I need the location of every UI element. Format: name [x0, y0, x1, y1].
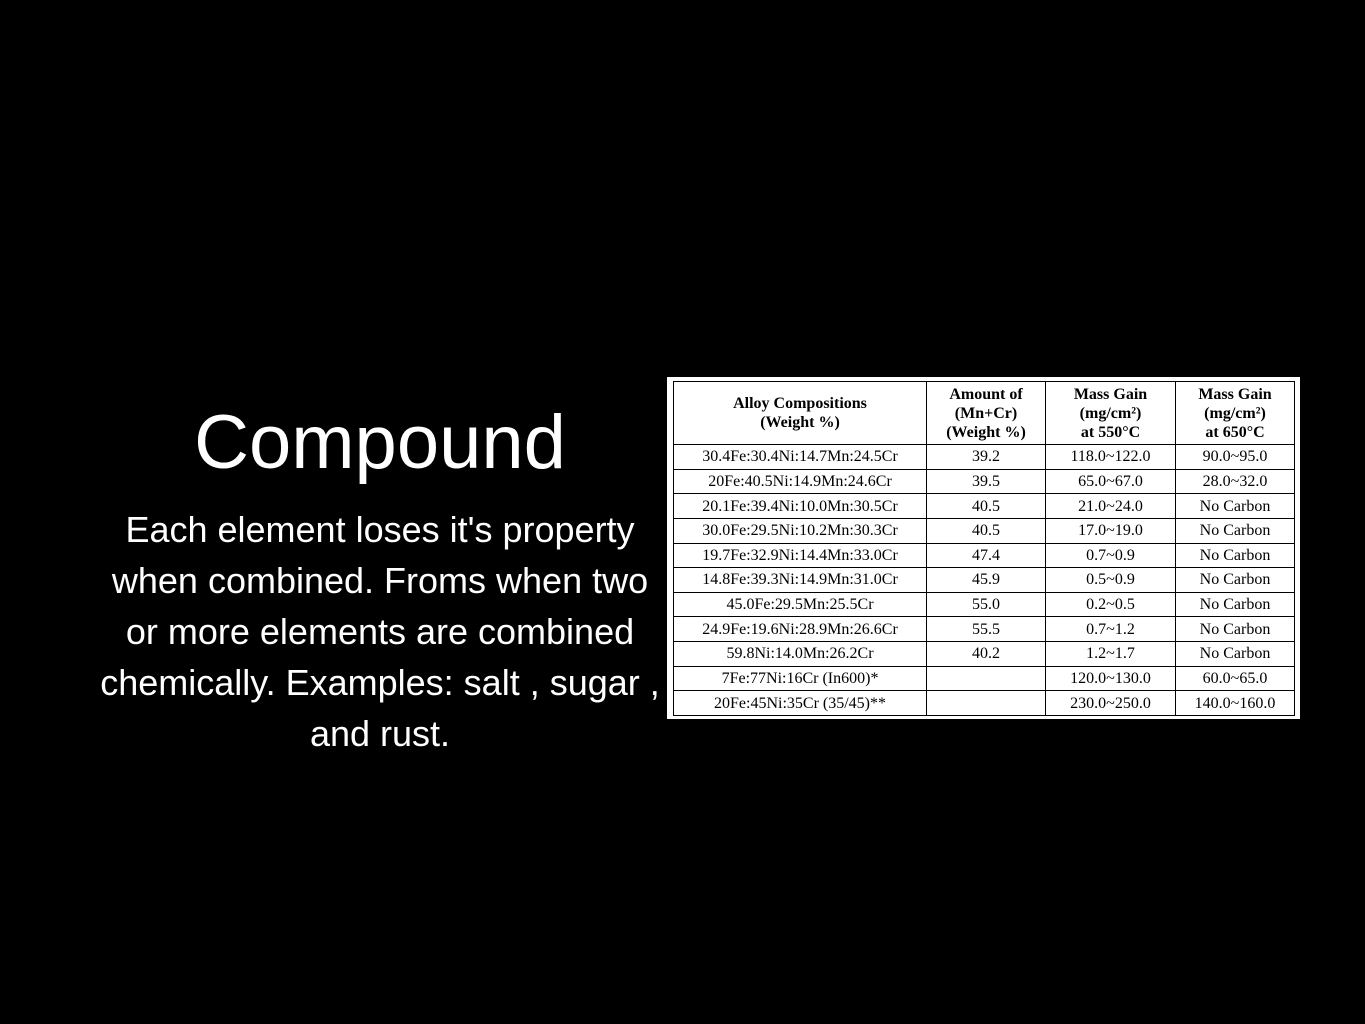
header-mass-gain-550: Mass Gain (mg/cm²) at 550°C — [1046, 382, 1176, 445]
cell-amount-mn-cr: 40.5 — [927, 494, 1046, 519]
table-row — [674, 642, 1295, 667]
cell-mass-gain-650: 60.0~65.0 — [1176, 666, 1295, 691]
cell-mass-gain-650: 140.0~160.0 — [1176, 691, 1295, 716]
cell-mass-gain-550: 1.2~1.7 — [1046, 642, 1176, 667]
cell-mass-gain-550: 21.0~24.0 — [1046, 494, 1176, 519]
cell-alloy-composition: 20Fe:45Ni:35Cr (35/45)** — [674, 691, 927, 716]
slide-title: Compound — [194, 400, 566, 485]
cell-amount-mn-cr: 40.2 — [927, 642, 1046, 667]
cell-alloy-composition: 59.8Ni:14.0Mn:26.2Cr — [674, 642, 927, 667]
cell-amount-mn-cr: 39.5 — [927, 469, 1046, 494]
alloy-table-image — [667, 377, 1300, 719]
cell-mass-gain-650: No Carbon — [1176, 617, 1295, 642]
cell-alloy-composition: 20.1Fe:39.4Ni:10.0Mn:30.5Cr — [674, 494, 927, 519]
table-row — [674, 666, 1295, 691]
cell-amount-mn-cr: 55.5 — [927, 617, 1046, 642]
cell-amount-mn-cr: 55.0 — [927, 592, 1046, 617]
table-row — [674, 469, 1295, 494]
table-row — [674, 691, 1295, 716]
table-row — [674, 494, 1295, 519]
cell-mass-gain-650: No Carbon — [1176, 592, 1295, 617]
alloy-composition-table — [673, 381, 1295, 716]
cell-mass-gain-650: No Carbon — [1176, 494, 1295, 519]
cell-alloy-composition: 30.0Fe:29.5Ni:10.2Mn:30.3Cr — [674, 518, 927, 543]
header-amount-mn-cr: Amount of (Mn+Cr) (Weight %) — [927, 382, 1046, 445]
cell-mass-gain-550: 0.2~0.5 — [1046, 592, 1176, 617]
cell-mass-gain-650: No Carbon — [1176, 543, 1295, 568]
table-body — [674, 445, 1295, 716]
cell-mass-gain-650: No Carbon — [1176, 642, 1295, 667]
cell-mass-gain-550: 0.7~1.2 — [1046, 617, 1176, 642]
cell-mass-gain-650: 90.0~95.0 — [1176, 445, 1295, 470]
header-mass-gain-650: Mass Gain (mg/cm²) at 650°C — [1176, 382, 1295, 445]
cell-mass-gain-550: 118.0~122.0 — [1046, 445, 1176, 470]
table-row — [674, 592, 1295, 617]
cell-alloy-composition: 24.9Fe:19.6Ni:28.9Mn:26.6Cr — [674, 617, 927, 642]
cell-mass-gain-550: 0.5~0.9 — [1046, 568, 1176, 593]
cell-mass-gain-550: 120.0~130.0 — [1046, 666, 1176, 691]
table-row — [674, 543, 1295, 568]
cell-mass-gain-550: 65.0~67.0 — [1046, 469, 1176, 494]
cell-amount-mn-cr: 47.4 — [927, 543, 1046, 568]
cell-alloy-composition: 20Fe:40.5Ni:14.9Mn:24.6Cr — [674, 469, 927, 494]
table-row — [674, 617, 1295, 642]
cell-mass-gain-550: 0.7~0.9 — [1046, 543, 1176, 568]
cell-mass-gain-650: No Carbon — [1176, 568, 1295, 593]
cell-mass-gain-650: No Carbon — [1176, 518, 1295, 543]
table-row — [674, 568, 1295, 593]
cell-mass-gain-550: 17.0~19.0 — [1046, 518, 1176, 543]
header-alloy-compositions: Alloy Compositions (Weight %) — [674, 382, 927, 445]
cell-amount-mn-cr: 40.5 — [927, 518, 1046, 543]
cell-amount-mn-cr: 39.2 — [927, 445, 1046, 470]
table-row — [674, 445, 1295, 470]
cell-amount-mn-cr — [927, 691, 1046, 716]
cell-mass-gain-550: 230.0~250.0 — [1046, 691, 1176, 716]
cell-amount-mn-cr: 45.9 — [927, 568, 1046, 593]
cell-alloy-composition: 45.0Fe:29.5Mn:25.5Cr — [674, 592, 927, 617]
cell-amount-mn-cr — [927, 666, 1046, 691]
cell-alloy-composition: 19.7Fe:32.9Ni:14.4Mn:33.0Cr — [674, 543, 927, 568]
table-header-row — [674, 382, 1295, 445]
cell-alloy-composition: 14.8Fe:39.3Ni:14.9Mn:31.0Cr — [674, 568, 927, 593]
cell-mass-gain-650: 28.0~32.0 — [1176, 469, 1295, 494]
slide-body-text: Each element loses it's property when combined. Froms when two or more elements are combined chemically. Examples: salt , sugar , and rust. — [100, 509, 660, 754]
cell-alloy-composition: 7Fe:77Ni:16Cr (In600)* — [674, 666, 927, 691]
table-row — [674, 518, 1295, 543]
cell-alloy-composition: 30.4Fe:30.4Ni:14.7Mn:24.5Cr — [674, 445, 927, 470]
